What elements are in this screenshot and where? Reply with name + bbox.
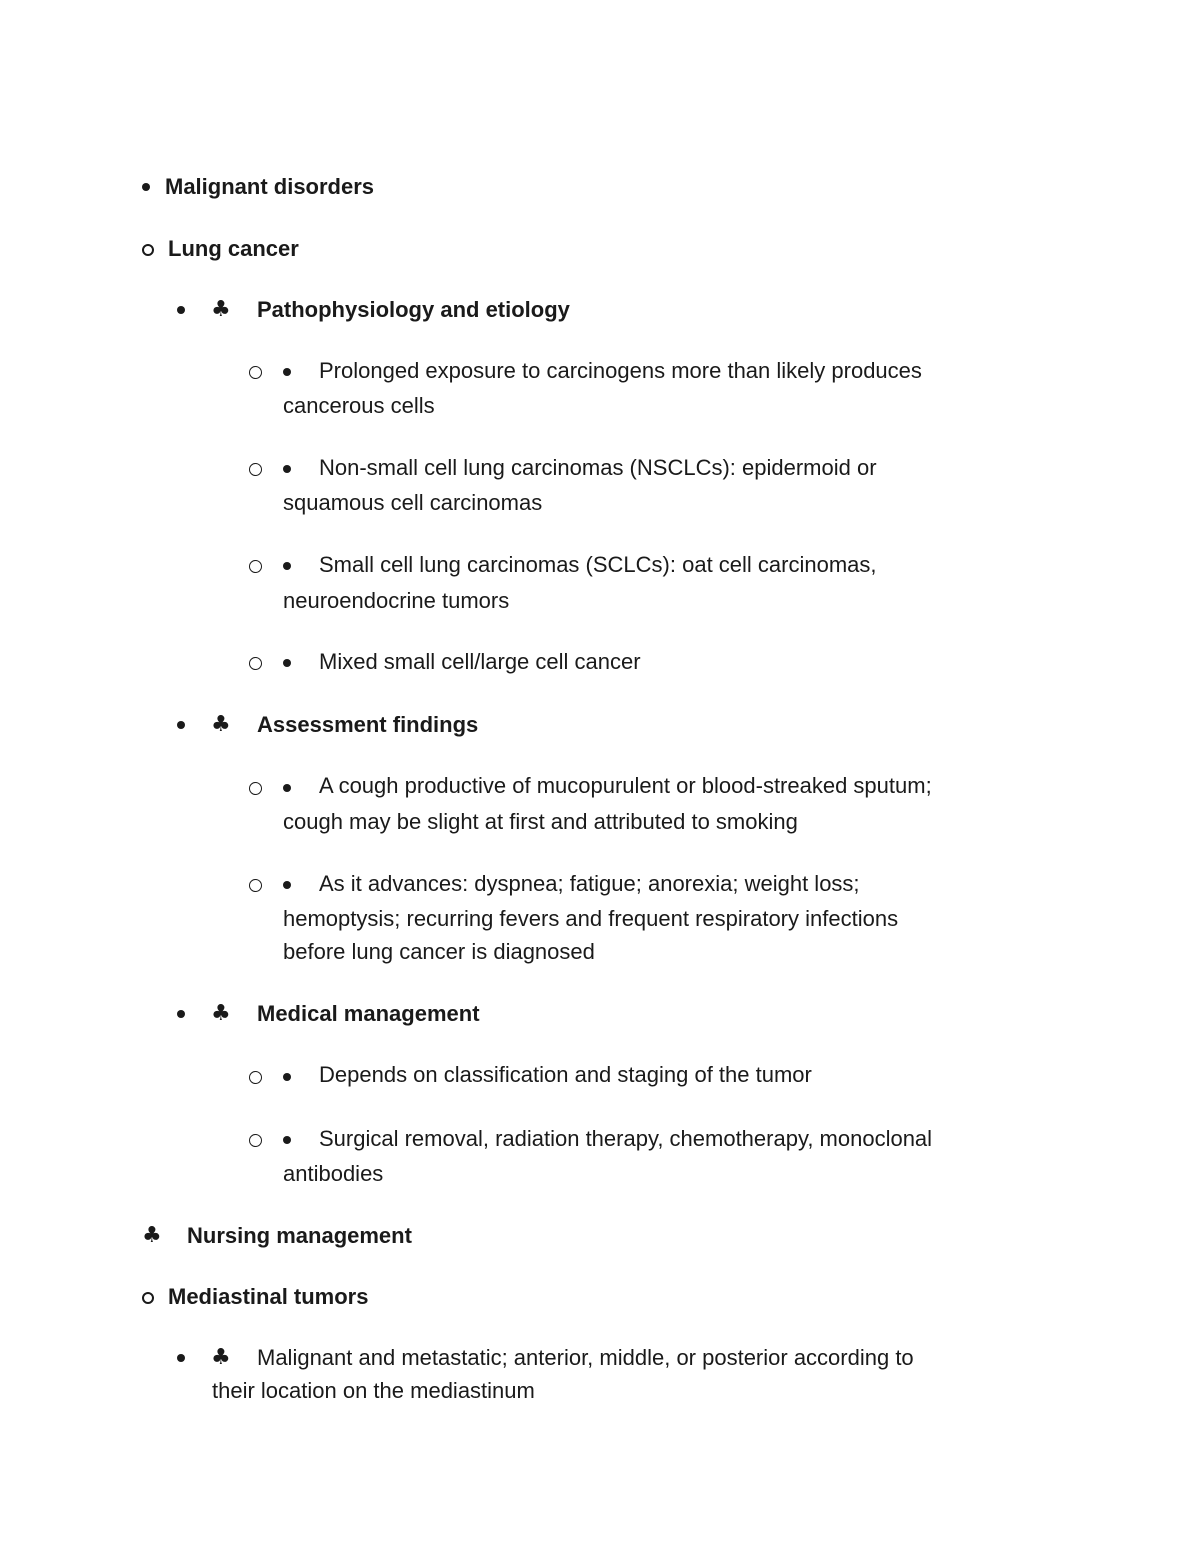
list-item-text: antibodies — [283, 1161, 384, 1186]
list-item-text: Prolonged exposure to carcinogens more than likely produces — [319, 358, 922, 383]
list-item-text: As it advances: dyspnea; fatigue; anorexia; weight loss; — [319, 871, 860, 896]
circle-bullet-icon — [249, 560, 262, 573]
bullet-icon — [283, 784, 291, 792]
circle-bullet-icon — [249, 782, 262, 795]
subheading-pathophysiology: Pathophysiology and etiology — [257, 297, 570, 322]
heading-nursing-management: Nursing management — [187, 1223, 412, 1248]
list-item-text: hemoptysis; recurring fevers and frequent respiratory infections — [283, 906, 899, 931]
circle-bullet-icon — [249, 1134, 262, 1147]
bullet-icon — [177, 721, 185, 729]
bullet-icon — [283, 562, 291, 570]
list-item-text: A cough productive of mucopurulent or blood-streaked sputum; — [319, 773, 932, 798]
club-icon: ♣ — [142, 1223, 162, 1248]
bullet-icon — [142, 183, 150, 191]
list-item-text: Small cell lung carcinomas (SCLCs): oat cell carcinomas, — [319, 552, 877, 577]
bullet-icon — [283, 659, 291, 667]
bullet-icon — [177, 1354, 185, 1362]
bullet-icon — [283, 1136, 291, 1144]
circle-bullet-icon — [249, 879, 262, 892]
circle-bullet-icon — [142, 1292, 154, 1304]
circle-bullet-icon — [142, 244, 154, 256]
list-item-text: Non-small cell lung carcinomas (NSCLCs): epidermoid or — [319, 455, 877, 480]
list-item-text: Depends on classification and staging of the tumor — [319, 1062, 812, 1087]
bullet-icon — [283, 1073, 291, 1081]
list-item-text: Surgical removal, radiation therapy, chemotherapy, monoclonal — [319, 1126, 933, 1151]
club-icon: ♣ — [211, 1345, 231, 1370]
club-icon: ♣ — [211, 1001, 231, 1026]
bullet-icon — [177, 306, 185, 314]
bullet-icon — [283, 465, 291, 473]
list-item-text: squamous cell carcinomas — [283, 490, 543, 515]
list-item-text: Malignant and metastatic; anterior, middle, or posterior according to — [257, 1345, 914, 1370]
heading-lung-cancer: Lung cancer — [168, 236, 299, 261]
circle-bullet-icon — [249, 657, 262, 670]
bullet-icon — [283, 881, 291, 889]
list-item-text: their location on the mediastinum — [212, 1378, 535, 1403]
club-icon: ♣ — [211, 297, 231, 322]
bullet-icon — [177, 1010, 185, 1018]
heading-malignant-disorders: Malignant disorders — [165, 174, 375, 199]
list-item-text: cough may be slight at first and attributed to smoking — [283, 809, 798, 834]
bullet-icon — [283, 368, 291, 376]
list-item-text: neuroendocrine tumors — [283, 588, 510, 613]
list-item-text: cancerous cells — [283, 393, 435, 418]
heading-mediastinal-tumors: Mediastinal tumors — [168, 1284, 369, 1309]
club-icon: ♣ — [211, 712, 231, 737]
subheading-medical-management: Medical management — [257, 1001, 480, 1026]
circle-bullet-icon — [249, 463, 262, 476]
list-item-text: Mixed small cell/large cell cancer — [319, 649, 641, 674]
subheading-assessment-findings: Assessment findings — [257, 712, 479, 737]
circle-bullet-icon — [249, 366, 262, 379]
circle-bullet-icon — [249, 1071, 262, 1084]
list-item-text: before lung cancer is diagnosed — [283, 939, 595, 964]
